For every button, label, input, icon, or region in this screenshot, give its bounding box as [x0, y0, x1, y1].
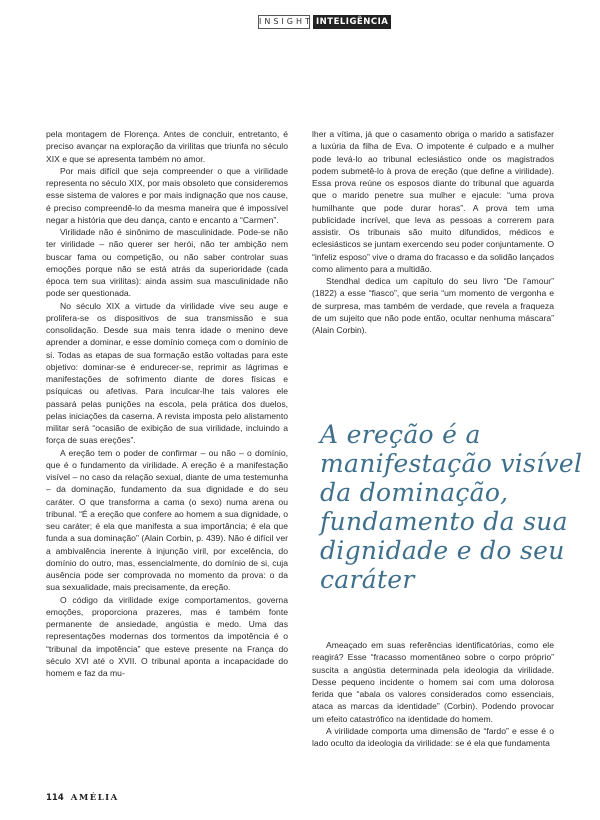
pull-quote-line: A ereção é a [320, 420, 481, 449]
paragraph: A virilidade comporta uma dimensão de “fardo” e esse é o lado oculto da ideologia da virilidade: se é ela que fundamenta [312, 725, 554, 748]
right-column-bottom [312, 639, 554, 749]
page-number: 114 [46, 793, 64, 803]
paragraph: Stendhal dedica um capítulo do seu livro “De l’amour” (1822) a esse “fiasco”, que seria “um momento de vergonha e de surpresa, mas também de verdade, que revela a fraqueza de um sujeito que não pode então, ocultar nenhuma máscara” (Alain Corbin). [312, 276, 554, 335]
paragraph: Ameaçado em suas referências identificatórias, como ele reagirá? Esse “fracasso momentâneo sobre o corpo próprio” suscita a angústia determinada pela ideologia da virilidade. Desse pequeno incidente o homem sai com uma dolorosa ferida que “abala os valores considerados como essenciais, ataca as marcas da identidade” (Corbin). Podendo provocar um efeito catastrófico na identidade do homem. [312, 640, 554, 724]
magazine-name: AMÉLIA [70, 793, 119, 803]
pull-quote-line: da dominação, [320, 478, 509, 507]
pull-quote-line: manifestação visível [320, 449, 583, 478]
section-label: INSIGHT [258, 15, 310, 29]
paragraph: No século XIX a virtude da virilidade vive seu auge e prolifera-se os dispositivos de sua transmissão e sua consolidação. Desde sua mais tenra idade o menino deve aprender a dominar, e esse domínio começa com o domínio de si. Todas as etapas de sua formação estão voltadas para este objetivo: dominar-se é endurecer-se, reprimir as lágrimas e manifestações de sofrimento diante de dores físicas e psíquicas ou afetivas. Para inculcar-lhe tais valores ele passará pelas punições na escola, pela prática dos duelos, pelas iniciações da caserna. A revista imposta pelo alistamento militar será “ocasião de exibição de sua virilidade, incluindo a força de suas ereções”. [46, 300, 288, 446]
pull-quote [320, 420, 583, 594]
pull-quote-line: dignidade e do seu [320, 536, 565, 565]
page-header [0, 15, 600, 29]
pull-quote-line: fundamento da sua [320, 507, 568, 536]
paragraph: pela montagem de Florença. Antes de concluir, entretanto, é preciso avançar na exploração da virilitas que triunfa no século XIX e que se apresenta também no amor. [46, 129, 288, 164]
topic-label: INTELIGÊNCIA [313, 15, 391, 29]
left-column [46, 128, 288, 679]
paragraph: Por mais difícil que seja compreender o que a virilidade representa no século XIX, por mais obsoleto que consideremos esse sistema de valores e por mais indignação que nos cause, é preciso compreendê-lo da mesma maneira que é impossível negar a história que deu dança, canto e encanto a “Carmen”. [46, 165, 288, 225]
page-footer [46, 793, 119, 805]
paragraph: O código da virilidade exige comportamentos, governa emoções, proporciona prazeres, mas é também fonte permanente de ansiedade, angústia e medo. Uma das representações modernas dos tormentos da impotência é o “tribunal da impotência” que esteve presente na França do século XVI até o XVII. O tribunal aponta a incapacidade do homem e faz da mu- [46, 594, 288, 678]
pull-quote-line: caráter [320, 565, 415, 594]
paragraph: Virilidade não é sinônimo de masculinidade. Pode-se não ter virilidade – não querer ser herói, não ter ambição nem buscar fama ou competição, ou não saber controlar suas emoções porque não se está atrás da superioridade (cada época tem sua virilitas): ainda assim sua masculinidade não pode ser questionada. [46, 227, 288, 299]
right-column-top [312, 128, 554, 336]
paragraph: A ereção tem o poder de confirmar – ou não – o domínio, que é o fundamento da virilidade. A ereção é a manifestação visível – no caso da relação sexual, diante de uma testemunha – da dominação, fundamento da sua dignidade e do seu caráter. O que transforma a cama (o sexo) numa arena ou tribunal. “É a ereção que confere ao homem a sua dignidade, o seu caráter; é ela que manifesta a sua importância; é ela que funda a sua dominação” (Alain Corbin, p. 439). Não é difícil ver a ambivalência inerente à injunção viril, por excelência, do domínio do outro, mas, essencialmente, do domínio de si, cuja ausência pode ser comprovada no momento da prova: o da sua sexualidade, mais precisamente, da ereção. [46, 447, 288, 593]
paragraph: lher a vítima, já que o casamento obriga o marido a satisfazer a luxúria da filha de Eva. O impotente é culpado e a mulher pode levá-lo ao tribunal eclesiástico onde os magistrados podem submetê-lo à prova de ereção (que define a virilidade). Essa prova reúne os esposos diante do tribunal que aguarda que o marido penetre sua mulher e ejacule: “uma prova humilhante que pode durar horas”. A prova tem uma publicidade incrível, que leva as pessoas a correrem para assistir. Os tribunais são muito difundidos, médicos e eclesiásticos se juntam exercendo seu poder conjuntamente. O “infeliz esposo” vive o drama do fracasso e da solidão lançados como alimento para a multidão. [312, 129, 554, 274]
